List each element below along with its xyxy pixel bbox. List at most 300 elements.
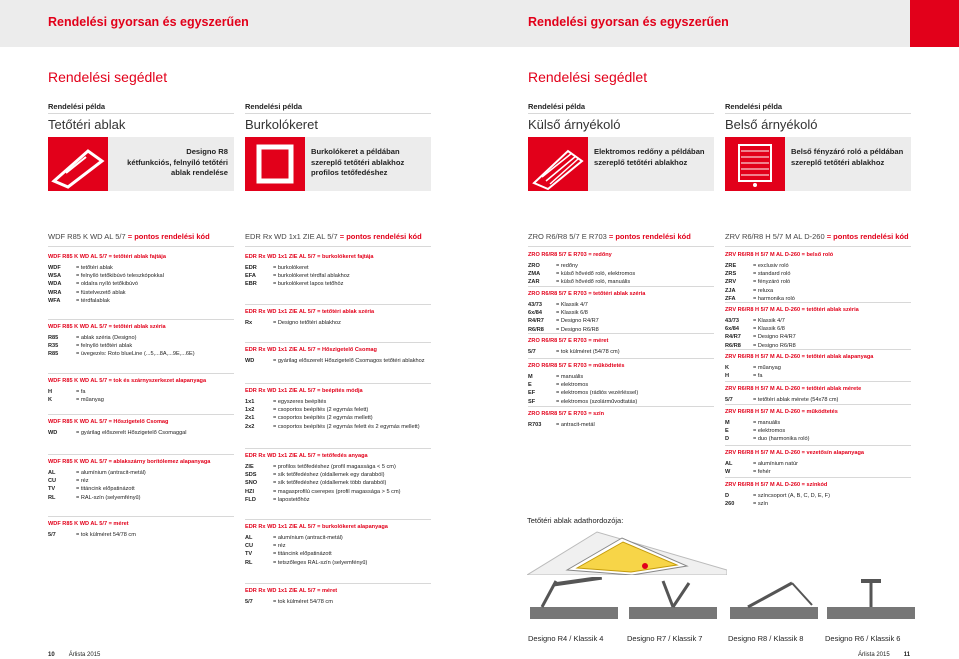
divider	[528, 333, 714, 334]
code-key: 2x1	[245, 415, 255, 422]
example-label: Rendelési példa	[48, 102, 106, 111]
definition-row	[48, 532, 136, 538]
code-key: R85	[48, 335, 59, 341]
code-key: D	[725, 436, 730, 443]
code-meaning: = tok külméret 54/78 cm	[273, 599, 333, 605]
design-caption: Designo R4 / Klassik 4	[528, 634, 604, 643]
card-text: Belső fényzáró roló a példában	[791, 147, 904, 156]
divider	[725, 302, 911, 303]
section-heading: ZRO R6/R8 5/7 E R703 = redőny	[528, 252, 612, 258]
code-meaning: = réz	[273, 543, 286, 550]
section-heading: ZRV R6/R8 H 5/7 M AL D-260 = belső roló	[725, 252, 834, 258]
code-key: EFA	[245, 273, 256, 280]
definition-row	[48, 335, 136, 341]
section-heading: ZRV R6/R8 H 5/7 M AL D-260 = működtetés	[725, 409, 838, 415]
definition-row	[725, 271, 790, 277]
definition-row	[725, 501, 768, 507]
code-key: FLD	[245, 496, 256, 503]
code-meaning: = RAL-szín (selyemfényű)	[76, 494, 141, 501]
divider	[48, 246, 234, 247]
code-meaning: = csoportos beépítés (2 egymás mellett)	[273, 415, 373, 422]
code-key: WFA	[48, 297, 61, 304]
code-meaning: = alumínium natúr	[753, 461, 798, 467]
divider	[725, 246, 911, 247]
definition-row	[725, 365, 781, 371]
code-key: 1x1	[245, 399, 255, 405]
divider	[48, 516, 234, 517]
code-key: ZRE	[725, 263, 737, 269]
code-key: 43/73	[528, 302, 542, 308]
code-key: WDF	[48, 265, 61, 271]
definition-row	[725, 397, 838, 403]
example-label: Rendelési példa	[725, 102, 783, 111]
divider	[245, 448, 431, 449]
divider	[245, 583, 431, 584]
definition-row	[245, 415, 373, 421]
code-key: M	[725, 420, 730, 426]
code-meaning: = Designo tetőtéri ablakhoz	[273, 320, 341, 326]
definition-row	[48, 478, 89, 484]
definition-row	[725, 288, 773, 294]
code-meaning: = tetszőleges RAL-szín (selyemfényű)	[273, 559, 368, 566]
divider	[725, 445, 911, 446]
code-key: R6/R8	[528, 326, 544, 333]
code-key: AL	[245, 535, 253, 541]
definition-row	[528, 390, 638, 396]
definition-row	[48, 343, 132, 349]
definition-row	[528, 271, 635, 277]
definition-row	[725, 326, 785, 332]
divider	[48, 414, 234, 415]
definition-row	[245, 265, 309, 271]
definition-row	[245, 497, 310, 503]
code-key: WRA	[48, 289, 62, 296]
code-meaning: = ablak széria (Designo)	[76, 335, 137, 341]
divider	[48, 454, 234, 455]
code-meaning: = sík tetőfedéshez (oldallemek egy darabból)	[273, 472, 385, 479]
definition-row	[245, 399, 326, 405]
code-key: WD	[245, 358, 255, 364]
code-key: AL	[725, 461, 733, 467]
divider	[725, 381, 911, 382]
section-title-left: Rendelési segédlet	[48, 69, 168, 85]
definition-row	[528, 374, 583, 380]
code-key: SNO	[245, 480, 258, 487]
code-meaning: = fa	[76, 389, 86, 395]
design-caption: Designo R8 / Klassik 8	[728, 634, 804, 643]
code-key: SDS	[245, 472, 257, 479]
divider	[725, 113, 911, 114]
code-key: 260	[725, 501, 735, 508]
code-meaning: = titáncink előpatinázott	[273, 551, 332, 558]
divider	[528, 406, 714, 407]
code-meaning: = lapostetőhöz	[273, 496, 310, 503]
code-meaning: = standard roló	[753, 271, 791, 278]
code-key: E	[528, 382, 532, 389]
divider	[528, 113, 714, 114]
example-card-blind	[725, 137, 911, 191]
code-key: 5/7	[245, 599, 253, 605]
code-meaning: = duo (harmonika roló)	[753, 436, 810, 443]
code-meaning: = fehér	[753, 469, 771, 476]
definition-row	[528, 327, 599, 333]
code-key: EF	[528, 390, 536, 397]
divider	[245, 304, 431, 305]
section-heading: ZRO R6/R8 5/7 E R703 = működtetés	[528, 363, 625, 369]
code-meaning: = csoportos beépítés (2 egymás felett és 2 egymás mellett)	[273, 423, 420, 430]
divider	[528, 358, 714, 359]
code-key: R35	[48, 343, 59, 350]
code-key: HZI	[245, 488, 255, 495]
code-meaning: = füstelvezető ablak	[76, 289, 126, 296]
code-key: RL	[245, 559, 253, 566]
divider	[725, 349, 911, 350]
definition-row	[528, 399, 637, 405]
divider	[48, 319, 234, 320]
design-window-r4	[528, 577, 620, 621]
code-meaning: = manuális	[753, 420, 781, 426]
section-heading: EDR Rx WD 1x1 ZIE AL 5/7 = beépítés módja	[245, 388, 363, 394]
page-title-left: Rendelési gyorsan és egyszerűen	[48, 15, 249, 29]
divider	[725, 404, 911, 405]
code-meaning: = térdfalablak	[76, 297, 110, 304]
definition-row	[245, 480, 386, 486]
code-meaning: = felnyíló tetőtéri ablak	[76, 343, 133, 350]
divider	[48, 113, 234, 114]
definition-row	[725, 420, 780, 426]
code-key: E	[725, 428, 729, 435]
code-meaning: = profilos tetőfedéshez (profil magassága < 5 cm)	[273, 464, 396, 470]
code-key: 6x/84	[528, 310, 542, 317]
card-text: szereplő tetőtéri ablakhoz	[594, 157, 688, 167]
card-text: Burkolókeret a példában	[311, 147, 400, 156]
divider	[245, 342, 431, 343]
code-key: W	[725, 469, 731, 476]
code-meaning: = elektromos	[753, 428, 786, 435]
image-caption: Tetőtéri ablak adathordozója:	[527, 516, 624, 525]
definition-row	[245, 543, 286, 549]
definition-row	[245, 281, 343, 287]
definition-row	[528, 263, 578, 269]
definition-row	[528, 349, 620, 355]
section-heading: EDR Rx WD 1x1 ZIE AL 5/7 = tetőfedés anyaga	[245, 453, 368, 459]
card-text: Designo R8	[186, 147, 228, 156]
section-heading: EDR Rx WD 1x1 ZIE AL 5/7 = tetőtéri ablak széria	[245, 309, 375, 315]
definition-row	[48, 389, 86, 395]
section-heading: WDF R85 K WD AL 5/7 = méret	[48, 521, 129, 527]
definition-row	[245, 599, 333, 605]
definition-row	[725, 493, 830, 499]
divider	[528, 246, 714, 247]
code-key: SF	[528, 398, 536, 405]
code-meaning: = burkolókeret	[273, 265, 309, 271]
code-key: R6/R8	[725, 342, 741, 349]
section-heading: ZRV R6/R8 H 5/7 M AL D-260 = vezetősín alapanyaga	[725, 450, 865, 456]
definition-row	[528, 382, 588, 388]
section-heading: ZRO R6/R8 5/7 E R703 = tetőtéri ablak széria	[528, 291, 646, 297]
definition-row	[48, 470, 146, 476]
code-key: WSA	[48, 273, 62, 280]
section-heading: ZRV R6/R8 H 5/7 M AL D-260 = tetőtéri ablak mérete	[725, 386, 862, 392]
section-heading: EDR Rx WD 1x1 ZIE AL 5/7 = burkolókeret fajtája	[245, 254, 374, 260]
example-label: Rendelési példa	[245, 102, 303, 111]
code-key: AL	[48, 470, 56, 476]
definition-row	[245, 273, 350, 279]
code-meaning: = üvegezés: Roto blueLine (...5,...8A,...9E,...6E)	[76, 351, 195, 358]
definition-row	[245, 464, 396, 470]
example-title: Külső árnyékoló	[528, 117, 621, 132]
section-heading: EDR Rx WD 1x1 ZIE AL 5/7 = burkolókeret alapanyaga	[245, 524, 388, 530]
code-meaning: = Klassik 4/7	[556, 302, 588, 308]
code-meaning: = reluxa	[753, 287, 774, 294]
definition-row	[245, 407, 368, 413]
card-text: szereplő tetőtéri ablakhoz	[791, 157, 885, 167]
divider	[245, 246, 431, 247]
definition-row	[725, 318, 785, 324]
code-key: CU	[48, 478, 57, 485]
section-heading: WDF R85 K WD AL 5/7 = Hőszigetelő Csomag	[48, 419, 169, 425]
page-title-right: Rendelési gyorsan és egyszerűen	[528, 15, 729, 29]
definition-row	[725, 436, 809, 442]
definition-row	[245, 535, 343, 541]
code-meaning: = tetőtéri ablak	[76, 265, 113, 271]
code-meaning: = Klassik 6/8	[753, 326, 785, 333]
code-key: K	[725, 365, 730, 371]
definition-row	[245, 560, 367, 566]
definition-row	[725, 263, 789, 269]
definition-row	[725, 428, 785, 434]
code-key: TV	[48, 486, 56, 493]
code-meaning: = tok külméret (54/78 cm)	[556, 349, 620, 355]
code-key: D	[725, 493, 730, 499]
definition-row	[528, 302, 588, 308]
code-key: 1x2	[245, 407, 255, 414]
code-meaning: = külső hővédő roló, elektromos	[556, 271, 636, 278]
code-key: R4/R7	[725, 334, 741, 341]
code-meaning: = sík tetőfedéshez (oldallemek több darabból)	[273, 480, 387, 487]
code-key: ZMA	[528, 271, 541, 278]
code-key: R703	[528, 422, 542, 428]
code-meaning: = egyszeres beépítés	[273, 399, 327, 405]
example-card-frame	[245, 137, 431, 191]
code-key: EBR	[245, 281, 257, 288]
order-code-heading: WDF R85 K WD AL 5/7 = pontos rendelési kód	[48, 232, 210, 241]
card-text: ablak rendelése	[171, 168, 228, 178]
code-meaning: = burkolókeret lapos tetőhöz	[273, 281, 344, 288]
code-meaning: = antracit-metál	[556, 422, 595, 428]
code-meaning: = Designo R4/R7	[556, 318, 599, 325]
code-meaning: = műanyag	[753, 365, 781, 371]
card-text: Elektromos redőny a példában	[594, 147, 705, 156]
code-meaning: = alumínium (antracit-metál)	[76, 470, 146, 476]
definition-row	[725, 296, 795, 302]
code-meaning: = réz	[76, 478, 89, 485]
section-heading: WDF R85 K WD AL 5/7 = tetőtéri ablak fajtája	[48, 254, 166, 260]
code-key: H	[48, 389, 53, 395]
code-meaning: = oldalra nyíló tetőkibúvó	[76, 281, 139, 288]
design-window-r8	[728, 577, 820, 621]
code-meaning: = gyárilag előszerelt Hőszigetelő Csomaggal	[76, 430, 187, 436]
code-meaning: = szín	[753, 501, 769, 508]
order-code-heading: ZRO R6/R8 5/7 E R703 = pontos rendelési kód	[528, 232, 691, 241]
page-number-left: 10 Árlista 2015	[48, 652, 101, 658]
code-key: R85	[48, 351, 59, 358]
design-window-r7	[627, 577, 719, 621]
section-heading: WDF R85 K WD AL 5/7 = ablakszárny borítólemez alapanyaga	[48, 459, 211, 465]
code-meaning: = színcsoport (A, B, C, D, E, F)	[753, 493, 830, 499]
code-meaning: = elektromos (szolárművodtatás)	[556, 398, 638, 405]
code-meaning: = Designo R4/R7	[753, 334, 796, 341]
code-key: ZRS	[725, 271, 737, 278]
section-title-right: Rendelési segédlet	[528, 69, 648, 85]
order-code-heading: EDR Rx WD 1x1 ZIE AL 5/7 = pontos rendelési kód	[245, 232, 422, 241]
code-meaning: = elektromos	[556, 382, 589, 389]
definition-row	[528, 422, 595, 428]
code-key: ZAR	[528, 279, 540, 286]
code-meaning: = felnyíló tetőkibúvó teleszkópokkal	[76, 273, 164, 280]
definition-row	[245, 424, 420, 430]
code-key: EDR	[245, 265, 257, 271]
code-meaning: = csoportos beépítés (2 egymás felett)	[273, 407, 369, 414]
roof-window-icon	[48, 137, 108, 191]
code-meaning: = gyárilag előszerelt Hőszigetelő Csomagos tetőtéri ablakhoz	[273, 358, 425, 364]
code-key: WD	[48, 430, 58, 436]
section-heading: EDR Rx WD 1x1 ZIE AL 5/7 = Hőszigetelő Csomag	[245, 347, 377, 353]
flashing-frame-icon	[245, 137, 305, 191]
definition-row	[48, 351, 195, 357]
code-key: ZRV	[725, 279, 737, 286]
code-key: WDA	[48, 281, 62, 288]
example-label: Rendelési példa	[528, 102, 586, 111]
code-key: 5/7	[48, 532, 56, 538]
code-key: Rx	[245, 320, 253, 326]
code-key: ZJA	[725, 287, 736, 294]
code-key: ZRO	[528, 263, 540, 269]
example-title: Tetőtéri ablak	[48, 117, 126, 132]
definition-row	[245, 472, 384, 478]
code-key: 6x/84	[725, 326, 739, 333]
example-title: Belső árnyékoló	[725, 117, 818, 132]
code-meaning: = Designo R6/R8	[753, 342, 796, 349]
code-key: M	[528, 374, 533, 380]
divider	[245, 113, 431, 114]
definition-row	[48, 397, 104, 403]
code-key: 5/7	[528, 349, 536, 355]
card-text: szereplő tetőtéri ablakhoz	[311, 157, 405, 167]
code-meaning: = elektromos (rádiós vezérléssel)	[556, 390, 639, 397]
definition-row	[48, 290, 126, 296]
definition-row	[48, 265, 113, 271]
design-window-r6	[825, 577, 917, 621]
code-key: ZIE	[245, 464, 254, 470]
section-heading: ZRV R6/R8 H 5/7 M AL D-260 = színkód	[725, 482, 828, 488]
code-meaning: = fényzáró roló	[753, 279, 791, 286]
definition-row	[48, 298, 110, 304]
card-text: profilos tetőfedéshez	[311, 168, 388, 178]
definition-row	[245, 358, 425, 364]
code-meaning: = külső hővédő roló, manuális	[556, 279, 631, 286]
code-meaning: = titáncink előpatinázott	[76, 486, 135, 493]
divider	[245, 519, 431, 520]
code-key: RL	[48, 494, 56, 501]
code-meaning: = fa	[753, 373, 763, 380]
code-meaning: = burkolókeret térdfal ablakhoz	[273, 273, 350, 280]
code-meaning: = tetőtéri ablak mérete (54x78 cm)	[753, 397, 839, 403]
divider	[725, 477, 911, 478]
corner-tab	[910, 0, 959, 47]
code-meaning: = magasprofilú cserepes (profil magassága > 5 cm)	[273, 488, 401, 495]
roller-shutter-icon	[528, 137, 588, 191]
code-meaning: = Klassik 4/7	[753, 318, 785, 324]
definition-row	[48, 430, 187, 436]
code-key: K	[48, 397, 53, 404]
definition-row	[528, 310, 588, 316]
code-meaning: = Klassik 6/8	[556, 310, 588, 317]
example-title: Burkolókeret	[245, 117, 318, 132]
section-heading: EDR Rx WD 1x1 ZIE AL 5/7 = méret	[245, 588, 338, 594]
section-heading: ZRV R6/R8 H 5/7 M AL D-260 = tetőtéri ablak alapanyaga	[725, 354, 874, 360]
design-caption: Designo R6 / Klassik 6	[825, 634, 901, 643]
card-text: kétfunkciós, felnyíló tetőtéri	[127, 157, 228, 167]
definition-row	[725, 373, 763, 379]
interior-blind-icon	[725, 137, 785, 191]
definition-row	[725, 461, 798, 467]
code-key: 2x2	[245, 423, 255, 430]
definition-row	[528, 318, 599, 324]
definition-row	[245, 320, 341, 326]
definition-row	[48, 495, 141, 501]
section-heading: ZRO R6/R8 5/7 E R703 = méret	[528, 338, 609, 344]
example-card-window	[48, 137, 234, 191]
definition-row	[48, 281, 138, 287]
definition-row	[48, 273, 164, 279]
code-meaning: = műanyag	[76, 397, 104, 404]
divider	[245, 383, 431, 384]
definition-row	[245, 551, 332, 557]
code-meaning: = tok külméret 54/78 cm	[76, 532, 136, 538]
definition-row	[48, 486, 135, 492]
code-key: 5/7	[725, 397, 733, 403]
code-key: 43/73	[725, 318, 739, 324]
definition-row	[528, 279, 630, 285]
definition-row	[725, 334, 796, 340]
code-key: H	[725, 373, 730, 380]
header-band	[0, 0, 959, 47]
section-heading: WDF R85 K WD AL 5/7 = tok és szárnyszerkezet alapanyaga	[48, 378, 207, 384]
design-caption: Designo R7 / Klassik 7	[627, 634, 703, 643]
code-key: ZFA	[725, 295, 736, 302]
code-meaning: = exclusiv roló	[753, 263, 789, 269]
example-card-shutter	[528, 137, 714, 191]
code-meaning: = harmonika roló	[753, 295, 795, 302]
section-heading: ZRO R6/R8 5/7 E R703 = szín	[528, 411, 605, 417]
code-key: TV	[245, 551, 253, 558]
divider	[48, 373, 234, 374]
definition-row	[725, 343, 796, 349]
section-heading: ZRV R6/R8 H 5/7 M AL D-260 = tetőtéri ablak széria	[725, 307, 859, 313]
code-key: R4/R7	[528, 318, 544, 325]
code-meaning: = redőny	[556, 263, 578, 269]
definition-row	[245, 489, 400, 495]
order-code-heading: ZRV R6/R8 H 5/7 M AL D-260 = pontos rendelési kód	[725, 232, 909, 241]
roof-window-diagram	[527, 530, 727, 575]
code-meaning: = Designo R6/R8	[556, 326, 599, 333]
code-meaning: = manuális	[556, 374, 584, 380]
definition-row	[725, 279, 790, 285]
code-meaning: = alumínium (antracit-metál)	[273, 535, 343, 541]
page-number-right: Árlista 2015 11	[858, 652, 911, 658]
code-key: CU	[245, 543, 254, 550]
